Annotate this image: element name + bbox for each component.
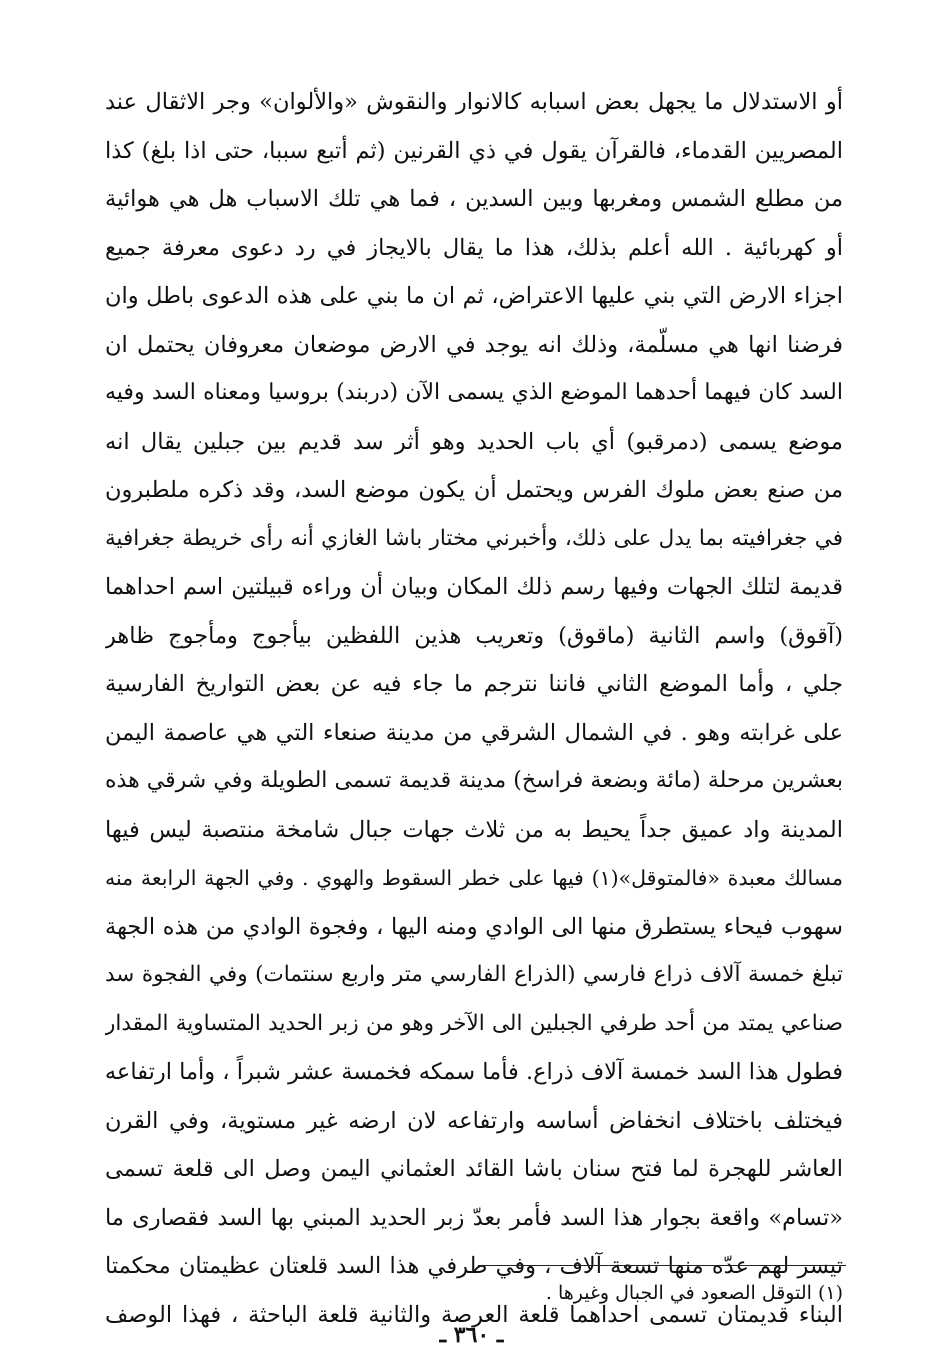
text-line: قديمة لتلك الجهات وفيها رسم ذلك المكان وبيان أن وراءه قبيلتين اسم احداهما [105, 574, 843, 600]
text-line: صناعي يمتد من أحد طرفي الجبلين الى الآخر وهو من زبر الحديد المتساوية المقدار [105, 1010, 843, 1036]
text-line: تبلغ خمسة آلاف ذراع فارسي (الذراع الفارسي متر واربع سنتمات) وفي الفجوة سد [105, 962, 843, 987]
text-line: «تسام» واقعة بجوار هذا السد فأمر بعدّ زبر الحديد المبني بها السد فقصارى ما [105, 1204, 843, 1231]
text-line: جلي ، وأما الموضع الثاني فاننا نترجم ما جاء فيه عن بعض التواريخ الفارسية [105, 671, 843, 697]
text-line: المصريين القدماء، فالقرآن يقول في ذي القرنين (ثم أتبع سببا، حتى اذا بلغ) كذا [105, 137, 843, 164]
text-line: المدينة واد عميق جداً يحيط به من ثلاث جهات جبال شامخة منتصبة ليس فيها [105, 816, 843, 843]
footnote-divider [478, 1265, 846, 1266]
text-line: فطول هذا السد خمسة آلاف ذراع. فأما سمكه فخمسة عشر شبراً ، وأما ارتفاعه [105, 1059, 843, 1085]
text-line: بعشرين مرحلة (مائة وبضعة فراسخ) مدينة قديمة تسمى الطويلة وفي شرقي هذه [105, 768, 843, 793]
text-line: أو الاستدلال ما يجهل بعض اسبابه كالانوار والنقوش «والألوان» وجر الاثقال عند [105, 89, 843, 115]
body-text [105, 78, 843, 1339]
text-line: من مطلع الشمس ومغربها وبين السدين ، فما هي تلك الاسباب هل هي هوائية [105, 186, 843, 212]
text-line: سهوب فيحاء يستطرق منها الى الوادي ومنه اليها ، وفجوة الوادي من هذه الجهة [105, 913, 843, 940]
text-line: السد كان فيهما أحدهما الموضع الذي يسمى الآن (دربند) بروسيا ومعناه السد وفيه [105, 380, 843, 405]
page-number: ـ ٣٦٠ ـ [439, 1322, 504, 1348]
text-line: (آقوق) واسم الثانية (ماقوق) وتعريب هذين اللفظين بيأجوج ومأجوج ظاهر [105, 622, 843, 649]
text-line: من صنع بعض ملوك الفرس ويحتمل أن يكون موضع السد، وقد ذكره ملطبرون [105, 477, 843, 503]
text-line: اجزاء الارض التي بني عليها الاعتراض، ثم ان ما بني على هذه الدعوى باطل وان [105, 283, 843, 309]
text-line: أو كهربائية . الله أعلم بذلك، هذا ما يقال بالايجاز في رد دعوى معرفة جميع [105, 234, 843, 261]
text-line: مسالك معبدة «فالمتوقل»(١) فيها على خطر السقوط والهوي . وفي الجهة الرابعة منه [105, 866, 843, 890]
text-line: في جغرافيته بما يدل على ذلك، وأخبرني مختار باشا الغازي أنه رأى خريطة جغرافية [105, 525, 843, 551]
text-line: فرضنا انها هي مسلّمة، وذلك انه يوجد في الارض موضعان معروفان يحتمل ان [105, 331, 843, 358]
text-line: تيسر لهم عدّه منها تسعة آلاف ، وفي طرفي هذا السد قلعتان عظيمتان محكمتا [105, 1253, 843, 1279]
text-line: موضع يسمى (دمرقبو) أي باب الحديد وهو أثر سد قديم بين جبلين يقال انه [105, 428, 843, 455]
text-line: فيختلف باختلاف انخفاض أساسه وارتفاعه لان ارضه غير مستوية، وفي القرن [105, 1107, 843, 1134]
text-line: العاشر للهجرة لما فتح سنان باشا القائد العثماني اليمن وصل الى قلعة تسمى [105, 1156, 843, 1182]
text-line: على غرابته وهو . في الشمال الشرقي من مدينة صنعاء التي هي عاصمة اليمن [105, 719, 843, 746]
text-line: البناء قديمتان تسمى احداهما قلعة العرصة والثانية قلعة الباحثة ، فهذا الوصف [105, 1301, 843, 1328]
footnote: (١) التوقل الصعود في الجبال وغيرها . [545, 1282, 843, 1304]
